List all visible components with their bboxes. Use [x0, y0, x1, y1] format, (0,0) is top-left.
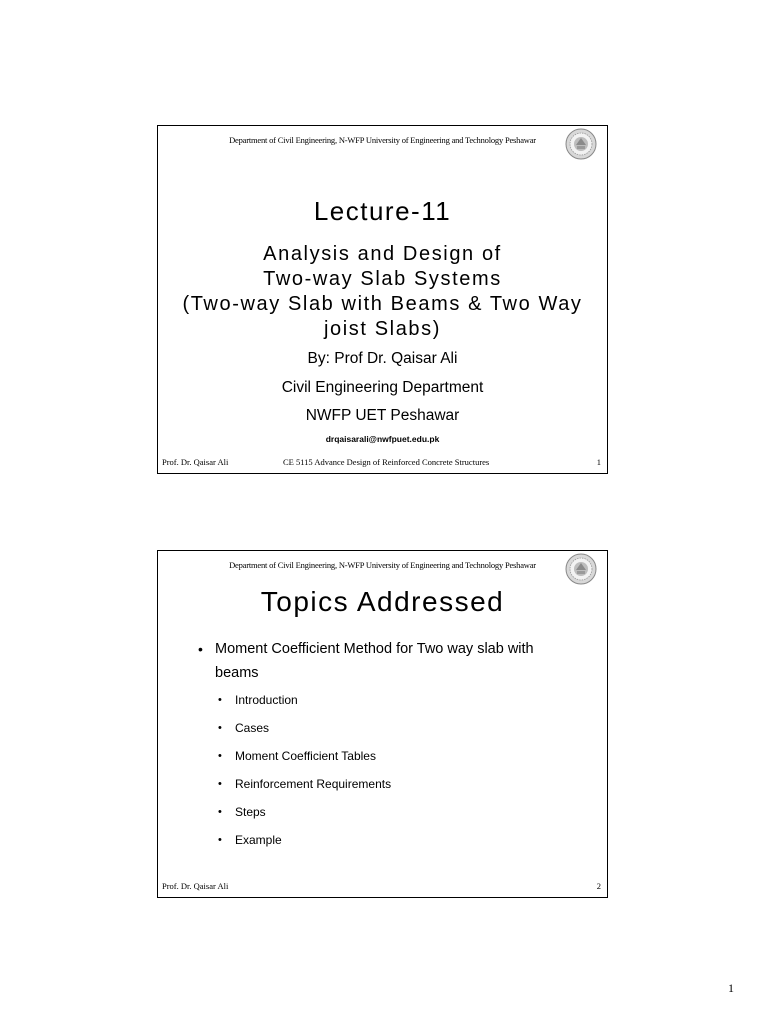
slide-header: Department of Civil Engineering, N-WFP University of Engineering and Technology Peshawar: [229, 560, 536, 570]
list-item-text: Cases: [235, 721, 270, 735]
bullet-icon: •: [218, 834, 222, 846]
footer-author: Prof. Dr. Qaisar Ali: [162, 457, 229, 467]
slide-title: Topics Addressed: [260, 586, 505, 617]
slide-1: [157, 125, 608, 474]
list-item-text: Reinforcement Requirements: [235, 777, 392, 791]
lecture-title: Lecture-11: [313, 196, 452, 226]
footer-course: CE 5115 Advance Design of Reinforced Concrete Structures: [283, 457, 490, 467]
subtitle-line: Analysis and Design of: [263, 243, 502, 265]
author-email: drqaisarali@nwfpuet.edu.pk: [325, 434, 440, 444]
lecture-subtitle: [158, 242, 607, 342]
list-item-text: Steps: [235, 805, 266, 819]
subtitle-line: Two-way Slab Systems: [263, 268, 502, 290]
bullet-icon: •: [218, 778, 222, 790]
slide-2: [157, 550, 608, 898]
subtitle-line: joist Slabs): [323, 318, 441, 340]
list-item: [218, 720, 391, 748]
bullet-icon: •: [218, 806, 222, 818]
author-line: By: Prof Dr. Qaisar Ali: [307, 350, 458, 367]
bullet-icon: •: [218, 722, 222, 734]
bullet-icon: •: [218, 750, 222, 762]
list-item: [218, 692, 391, 720]
bullet-icon: •: [218, 694, 222, 706]
list-item-text: Moment Coefficient Tables: [235, 749, 376, 763]
department-line: Civil Engineering Department: [281, 379, 484, 396]
list-item: [218, 776, 391, 804]
list-item-text: Introduction: [235, 693, 298, 707]
bullet-icon: •: [198, 641, 203, 657]
slide-number: 2: [596, 881, 601, 891]
university-seal-icon: [565, 553, 597, 585]
page-number: 1: [728, 981, 734, 995]
footer-author: Prof. Dr. Qaisar Ali: [162, 881, 229, 891]
list-item: [218, 832, 391, 860]
slide-number: 1: [596, 457, 601, 467]
institution-line: NWFP UET Peshawar: [305, 407, 460, 424]
list-item: [218, 804, 391, 832]
main-bullet: [198, 637, 578, 685]
list-item-text: Example: [235, 833, 282, 847]
slide-header: Department of Civil Engineering, N-WFP University of Engineering and Technology Peshawar: [229, 135, 536, 145]
university-seal-icon: [565, 128, 597, 160]
subtitle-line: (Two-way Slab with Beams & Two Way: [182, 293, 583, 315]
main-bullet-text: Moment Coefficient Method for Two way slab with beams: [215, 641, 534, 681]
sub-bullet-list: [218, 692, 391, 860]
list-item: [218, 748, 391, 776]
